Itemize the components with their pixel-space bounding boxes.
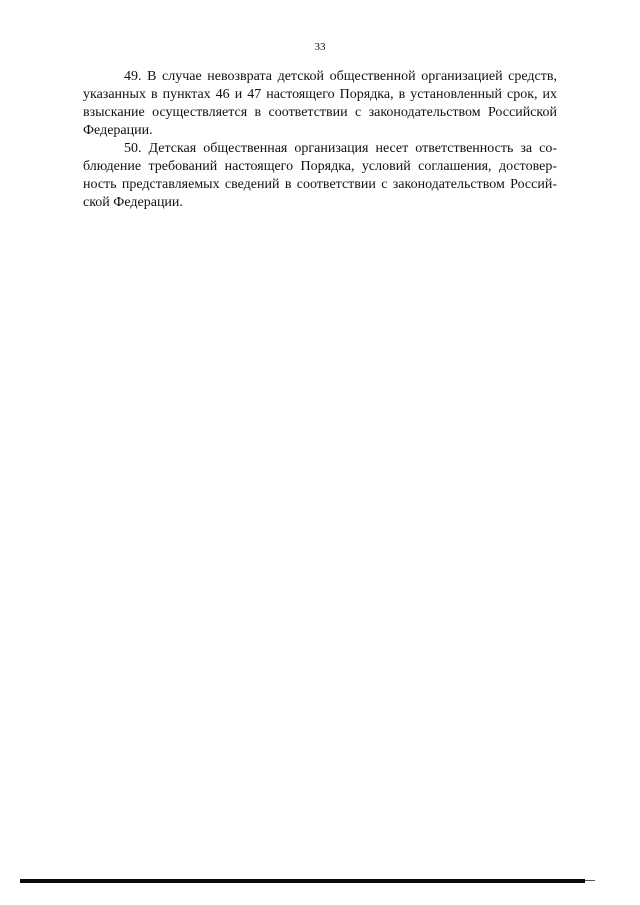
paragraph-line: ской Федерации. — [83, 195, 183, 210]
scan-edge-bar — [20, 879, 585, 883]
paragraph-50 — [83, 140, 557, 212]
paragraph-line: указанных в пунктах 46 и 47 настоящего Порядка, в установленный срок, их — [83, 87, 557, 102]
paragraph-line: Федерации. — [83, 123, 153, 138]
scan-edge-bar-tail — [585, 880, 595, 881]
page-number: 33 — [314, 41, 326, 53]
paragraph-line: 50. Детская общественная организация несет ответственность за со- — [124, 141, 557, 156]
paragraph-line: 49. В случае невозврата детской общественной организацией средств, — [124, 69, 557, 84]
paragraph-49 — [83, 68, 557, 140]
paragraph-line: ность представляемых сведений в соответствии с законодательством Россий- — [83, 177, 557, 192]
paragraph-line: блюдение требований настоящего Порядка, условий соглашения, достовер- — [83, 159, 557, 174]
paragraph-line: взыскание осуществляется в соответствии с законодательством Российской — [83, 105, 557, 120]
document-body — [83, 68, 557, 212]
